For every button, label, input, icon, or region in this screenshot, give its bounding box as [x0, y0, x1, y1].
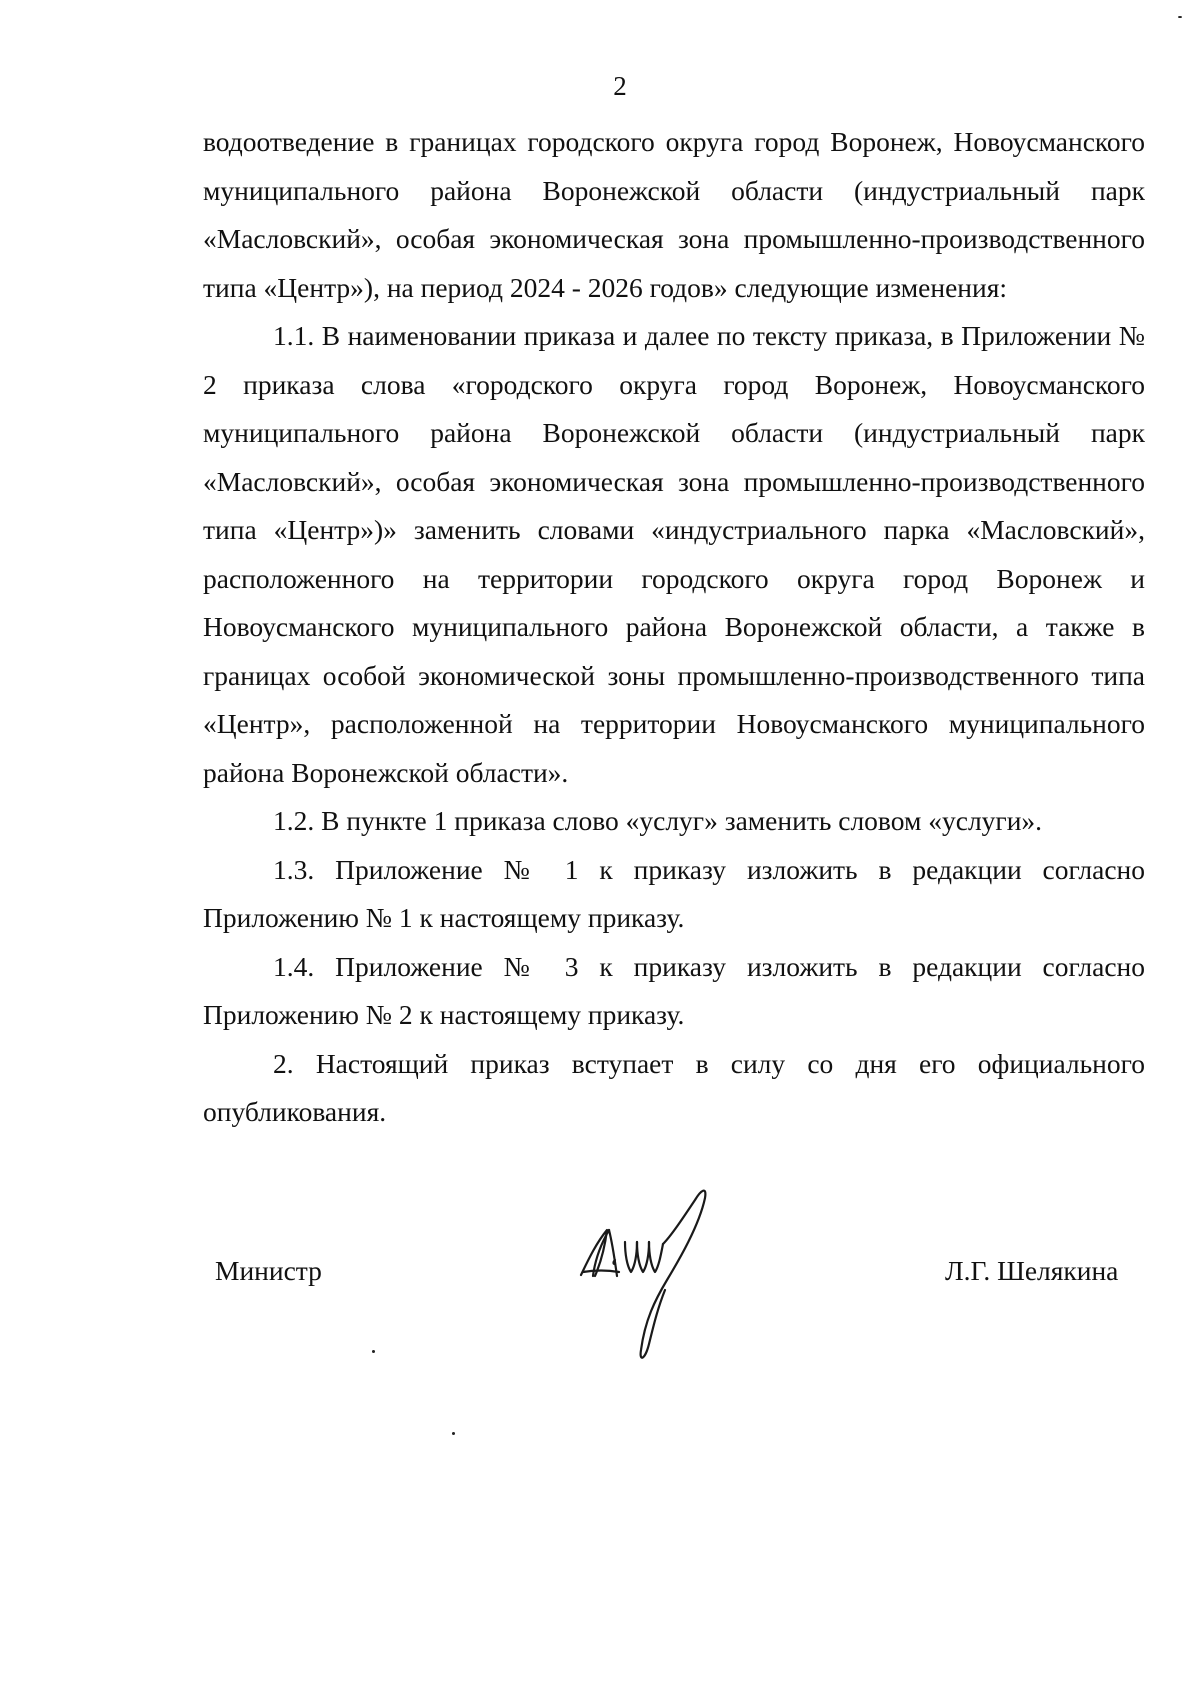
- scan-speck: [372, 1350, 375, 1353]
- scan-speck: [1178, 16, 1182, 18]
- page-number: 2: [613, 71, 627, 101]
- paragraph-1-4: 1.4. Приложение № 3 к приказу изложить в редакции согласно Приложению № 2 к настоящему приказу.: [203, 950, 1145, 1030]
- signatory-name: Л.Г. Шелякина: [945, 1255, 1119, 1286]
- paragraph-1-3: 1.3. Приложение № 1 к приказу изложить в редакции согласно Приложению № 1 к настоящему приказу.: [203, 853, 1145, 933]
- signatory-position: Министр: [215, 1255, 322, 1286]
- paragraph-1-2: 1.2. В пункте 1 приказа слово «услуг» заменить словом «услуги».: [273, 805, 1043, 836]
- paragraph-1-1: 1.1. В наименовании приказа и далее по тексту приказа, в Приложении № 2 приказа слова «городского округа город Воронеж, Новоусманского муниципального района Воронежской области (индустриальный парк «Масловский», особая экономическая зона промышленно-производственного типа «Центр»)» заменить словами «индустриального парка «Масловский», расположенного на территории городского округа город Воронеж и Новоусманского муниципального района Воронежской области, а также в границах особой экономической зоны промышленно-производственного типа «Центр», расположенной на территории Новоусманского муниципального района Воронежской области».: [203, 320, 1145, 788]
- paragraph-2: 2. Настоящий приказ вступает в силу со дня его официального опубликования.: [203, 1047, 1145, 1127]
- document-body: [203, 118, 1145, 1137]
- scan-speck: [452, 1432, 455, 1435]
- handwritten-signature: [575, 1180, 745, 1370]
- paragraph-continuation: водоотведение в границах городского округа город Воронеж, Новоусманского муниципального района Воронежской области (индустриальный парк «Масловский», особая экономическая зона промышленно-производственного типа «Центр»), на период 2024 - 2026 годов» следующие изменения:: [203, 126, 1145, 303]
